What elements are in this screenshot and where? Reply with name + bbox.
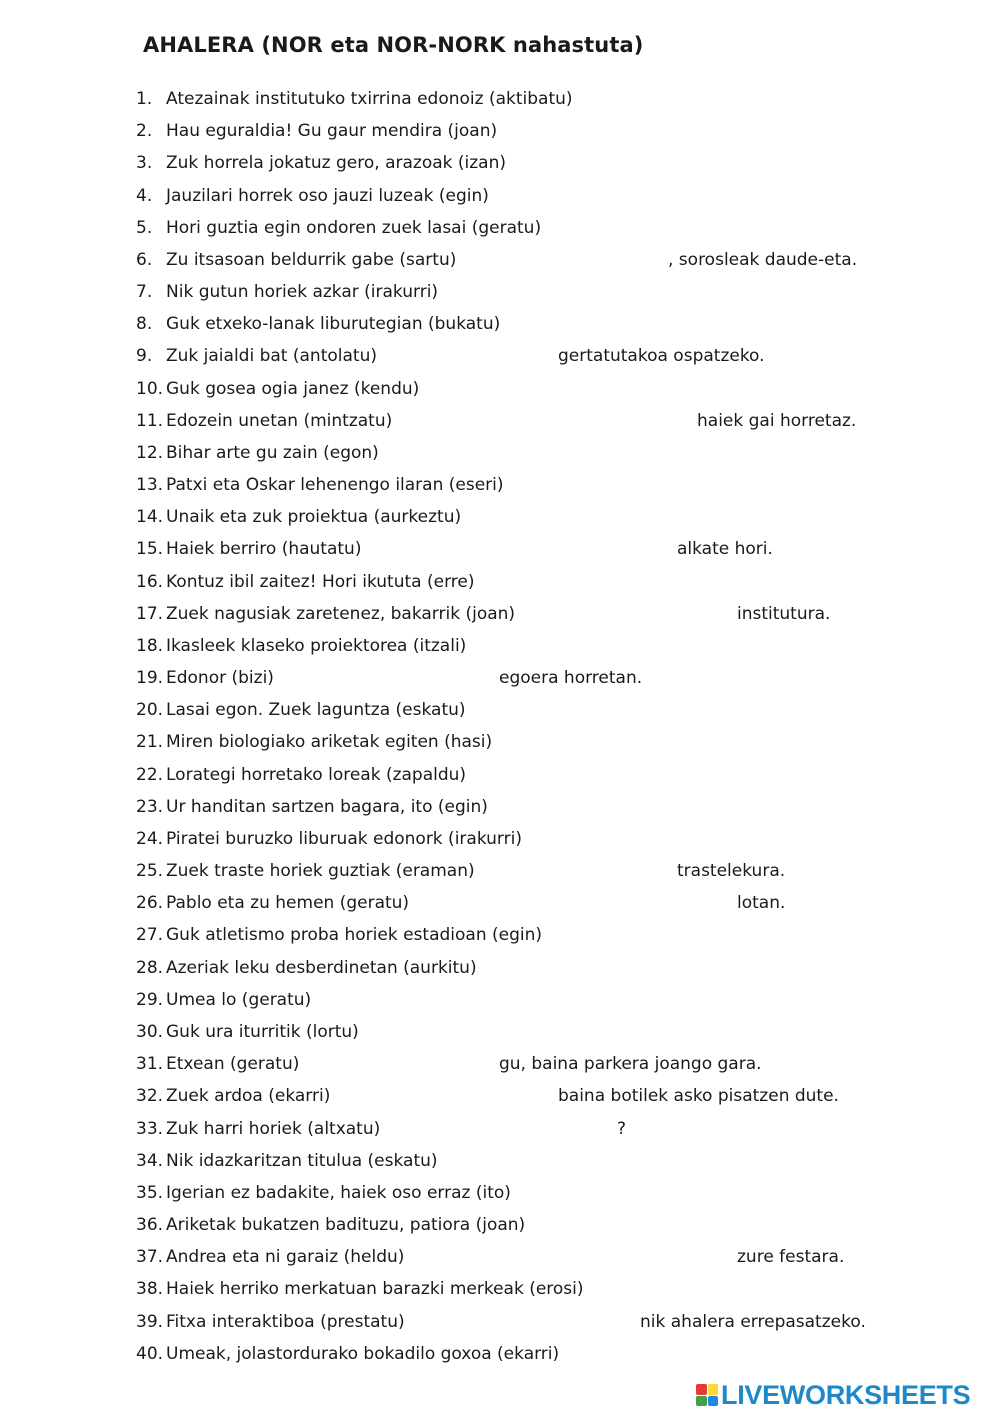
list-item xyxy=(0,309,1000,341)
list-item xyxy=(0,1178,1000,1210)
item-number: 30. xyxy=(136,1021,164,1042)
item-text: Zuek ardoa (ekarri) xyxy=(166,1086,331,1107)
item-text: Zuk harri horiek (altxatu) xyxy=(166,1118,381,1139)
list-item xyxy=(0,1210,1000,1242)
list-item xyxy=(0,760,1000,792)
list-item xyxy=(0,374,1000,406)
list-item xyxy=(0,1307,1000,1339)
item-text: Miren biologiako ariketak egiten (hasi) xyxy=(166,732,493,753)
list-item xyxy=(0,888,1000,920)
list-item xyxy=(0,277,1000,309)
item-number: 14. xyxy=(136,507,164,528)
item-text: Piratei buruzko liburuak edonork (irakurri) xyxy=(166,828,522,849)
list-item xyxy=(0,84,1000,116)
item-text: Nik gutun horiek azkar (irakurri) xyxy=(166,282,439,303)
item-number: 40. xyxy=(136,1343,164,1364)
item-number: 24. xyxy=(136,828,164,849)
item-number: 5. xyxy=(136,217,153,238)
item-continuation: baina botilek asko pisatzen dute. xyxy=(558,1086,839,1107)
item-text: Hori guztia egin ondoren zuek lasai (geratu) xyxy=(166,217,542,238)
list-item xyxy=(0,1339,1000,1371)
list-item xyxy=(0,245,1000,277)
item-text: Zuk horrela jokatuz gero, arazoak (izan) xyxy=(166,153,506,174)
item-text: Umea lo (geratu) xyxy=(166,989,312,1010)
item-text: Guk atletismo proba horiek estadioan (egin) xyxy=(166,925,543,946)
item-text: Guk ura iturritik (lortu) xyxy=(166,1021,359,1042)
item-text: Zu itsasoan beldurrik gabe (sartu) xyxy=(166,249,457,270)
worksheet-title: AHALERA (NOR eta NOR-NORK nahastuta) xyxy=(143,33,644,57)
item-text: Hau eguraldia! Gu gaur mendira (joan) xyxy=(166,121,498,142)
item-text: Pablo eta zu hemen (geratu) xyxy=(166,893,410,914)
exercise-list xyxy=(0,84,1000,1371)
item-continuation: lotan. xyxy=(737,893,786,914)
item-text: Azeriak leku desberdinetan (aurkitu) xyxy=(166,957,477,978)
logo-text: LIVEWORKSHEETS xyxy=(721,1379,971,1410)
item-continuation: nik ahalera errepasatzeko. xyxy=(640,1311,866,1332)
list-item xyxy=(0,953,1000,985)
item-number: 39. xyxy=(136,1311,164,1332)
item-number: 11. xyxy=(136,410,164,431)
item-continuation: egoera horretan. xyxy=(499,668,643,689)
item-text: Ur handitan sartzen bagara, ito (egin) xyxy=(166,796,488,817)
item-number: 12. xyxy=(136,442,164,463)
list-item xyxy=(0,920,1000,952)
list-item xyxy=(0,1114,1000,1146)
item-number: 7. xyxy=(136,282,153,303)
item-continuation: institutura. xyxy=(737,603,831,624)
list-item xyxy=(0,985,1000,1017)
item-number: 34. xyxy=(136,1150,164,1171)
list-item xyxy=(0,1049,1000,1081)
list-item xyxy=(0,663,1000,695)
item-text: Guk etxeko-lanak liburutegian (bukatu) xyxy=(166,314,501,335)
item-text: Ariketak bukatzen badituzu, patiora (joan) xyxy=(166,1215,526,1236)
item-text: Patxi eta Oskar lehenengo ilaran (eseri) xyxy=(166,475,504,496)
item-text: Bihar arte gu zain (egon) xyxy=(166,442,379,463)
item-continuation: ? xyxy=(617,1118,627,1139)
item-continuation: haiek gai horretaz. xyxy=(697,410,857,431)
item-text: Zuek nagusiak zaretenez, bakarrik (joan) xyxy=(166,603,516,624)
item-text: Zuek traste horiek guztiak (eraman) xyxy=(166,861,475,882)
item-number: 6. xyxy=(136,249,153,270)
item-number: 4. xyxy=(136,185,153,206)
item-number: 9. xyxy=(136,346,153,367)
item-number: 28. xyxy=(136,957,164,978)
item-text: Lasai egon. Zuek laguntza (eskatu) xyxy=(166,700,466,721)
item-continuation: gertatutakoa ospatzeko. xyxy=(558,346,765,367)
item-text: Guk gosea ogia janez (kendu) xyxy=(166,378,420,399)
item-number: 16. xyxy=(136,571,164,592)
item-text: Unaik eta zuk proiektua (aurkeztu) xyxy=(166,507,462,528)
item-number: 29. xyxy=(136,989,164,1010)
list-item xyxy=(0,148,1000,180)
item-number: 21. xyxy=(136,732,164,753)
item-number: 27. xyxy=(136,925,164,946)
list-item xyxy=(0,695,1000,727)
item-number: 31. xyxy=(136,1054,164,1075)
item-text: Jauzilari horrek oso jauzi luzeak (egin) xyxy=(166,185,489,206)
list-item xyxy=(0,1242,1000,1274)
item-text: Haiek herriko merkatuan barazki merkeak (erosi) xyxy=(166,1279,584,1300)
item-number: 33. xyxy=(136,1118,164,1139)
item-text: Atezainak institutuko txirrina edonoiz (aktibatu) xyxy=(166,89,573,109)
list-item xyxy=(0,856,1000,888)
item-number: 26. xyxy=(136,893,164,914)
item-text: Edozein unetan (mintzatu) xyxy=(166,410,393,431)
item-number: 8. xyxy=(136,314,153,335)
list-item xyxy=(0,792,1000,824)
item-number: 13. xyxy=(136,475,164,496)
list-item xyxy=(0,181,1000,213)
list-item xyxy=(0,1017,1000,1049)
list-item xyxy=(0,438,1000,470)
item-number: 32. xyxy=(136,1086,164,1107)
item-text: Haiek berriro (hautatu) xyxy=(166,539,362,560)
item-number: 35. xyxy=(136,1182,164,1203)
item-text: Etxean (geratu) xyxy=(166,1054,300,1075)
list-item xyxy=(0,341,1000,373)
list-item xyxy=(0,502,1000,534)
item-number: 2. xyxy=(136,121,153,142)
item-continuation: zure festara. xyxy=(737,1247,845,1268)
item-continuation: alkate hori. xyxy=(677,539,773,560)
list-item xyxy=(0,1081,1000,1113)
list-item xyxy=(0,631,1000,663)
item-continuation: , sorosleak daude-eta. xyxy=(668,249,858,270)
item-number: 20. xyxy=(136,700,164,721)
list-item xyxy=(0,406,1000,438)
list-item xyxy=(0,1146,1000,1178)
item-number: 10. xyxy=(136,378,164,399)
item-number: 23. xyxy=(136,796,164,817)
item-text: Andrea eta ni garaiz (heldu) xyxy=(166,1247,405,1268)
item-number: 25. xyxy=(136,861,164,882)
liveworksheets-logo[interactable] xyxy=(696,1380,970,1410)
item-text: Zuk jaialdi bat (antolatu) xyxy=(166,346,377,367)
list-item xyxy=(0,1274,1000,1306)
item-number: 3. xyxy=(136,153,153,174)
item-text: Fitxa interaktiboa (prestatu) xyxy=(166,1311,405,1332)
liveworksheets-logo-icon xyxy=(696,1384,718,1406)
list-item xyxy=(0,534,1000,566)
item-number: 36. xyxy=(136,1215,164,1236)
item-number: 18. xyxy=(136,635,164,656)
item-continuation: gu, baina parkera joango gara. xyxy=(499,1054,762,1075)
list-item xyxy=(0,116,1000,148)
item-text: Lorategi horretako loreak (zapaldu) xyxy=(166,764,467,785)
item-text: Nik idazkaritzan titulua (eskatu) xyxy=(166,1150,438,1171)
item-text: Umeak, jolastordurako bokadilo goxoa (ekarri) xyxy=(166,1343,560,1364)
item-number: 38. xyxy=(136,1279,164,1300)
item-text: Edonor (bizi) xyxy=(166,668,274,689)
item-text: Kontuz ibil zaitez! Hori ikututa (erre) xyxy=(166,571,475,592)
list-item xyxy=(0,824,1000,856)
item-number: 17. xyxy=(136,603,164,624)
item-number: 1. xyxy=(136,89,153,109)
list-item xyxy=(0,213,1000,245)
list-item xyxy=(0,470,1000,502)
item-number: 15. xyxy=(136,539,164,560)
item-text: Igerian ez badakite, haiek oso erraz (ito) xyxy=(166,1182,511,1203)
item-number: 37. xyxy=(136,1247,164,1268)
item-number: 19. xyxy=(136,668,164,689)
list-item xyxy=(0,567,1000,599)
item-number: 22. xyxy=(136,764,164,785)
list-item xyxy=(0,727,1000,759)
list-item xyxy=(0,599,1000,631)
item-continuation: trastelekura. xyxy=(677,861,786,882)
item-text: Ikasleek klaseko proiektorea (itzali) xyxy=(166,635,467,656)
